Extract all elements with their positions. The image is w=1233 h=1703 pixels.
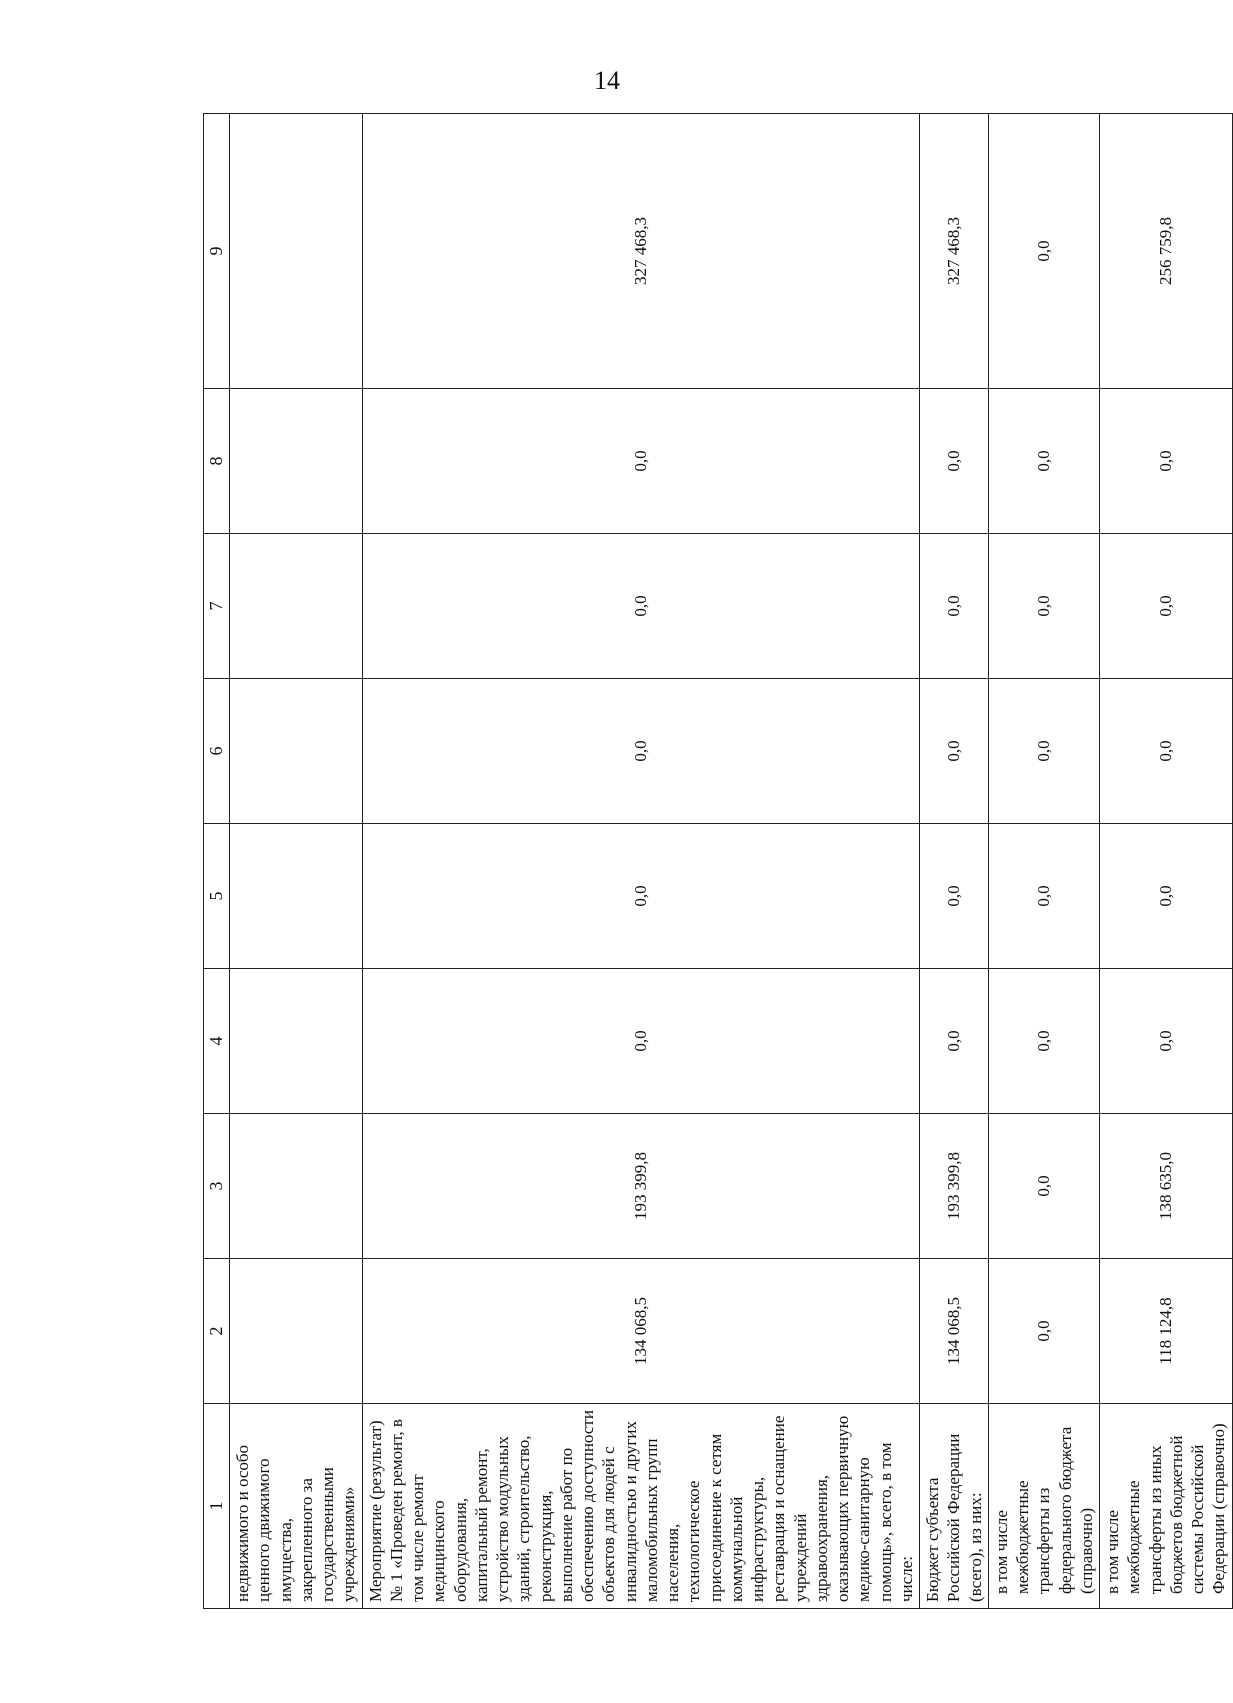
table-row: [920, 114, 989, 1609]
table-cell: [230, 389, 363, 534]
row-label: Бюджет субъекта Российской Федерации (всего), из них:: [920, 1404, 989, 1609]
table-cell: 0,0: [988, 1114, 1099, 1259]
column-header: 7: [204, 534, 230, 679]
header-row: [204, 114, 230, 1609]
table-cell: 0,0: [988, 679, 1099, 824]
table-cell: 118 124,8: [1100, 1259, 1233, 1404]
table-cell: 0,0: [362, 389, 920, 534]
table-row: [988, 114, 1099, 1609]
table-cell: 134 068,5: [920, 1259, 989, 1404]
table-cell: 0,0: [988, 969, 1099, 1114]
table-cell: [230, 679, 363, 824]
table-cell: 0,0: [988, 824, 1099, 969]
table-cell: 0,0: [362, 969, 920, 1114]
row-label: в том числе межбюджетные трансферты из федерального бюджета (справочно): [988, 1404, 1099, 1609]
row-label: Мероприятие (результат) № 1 «Проведен ремонт, в том числе ремонт медицинского оборудования, капитальный ремонт, устройство модульных зданий, строительство, реконструкция, выполнение работ по обеспечению доступности объектов для людей с инвалидностью и других маломобильных групп населения, технологическое присоединение к сетям коммунальной инфраструктуры, реставрация и оснащение учреждений здравоохранения, оказывающих первичную медико-санитарную помощь», всего, в том числе:: [362, 1404, 920, 1609]
table-cell: 327 468,3: [920, 114, 989, 389]
page-number: 14: [594, 66, 620, 95]
rotated-table-container: [203, 114, 1229, 1609]
table-cell: [230, 114, 363, 389]
table-cell: 0,0: [988, 1259, 1099, 1404]
table-cell: 0,0: [920, 969, 989, 1114]
row-label: недвижимого и особо ценного движимого имущества, закрепленного за государственными учреждениями»: [230, 1404, 363, 1609]
table-cell: [230, 824, 363, 969]
table-cell: 256 759,8: [1100, 114, 1233, 389]
column-header: 8: [204, 389, 230, 534]
budget-table: [203, 113, 1233, 1609]
column-header: 2: [204, 1259, 230, 1404]
table-cell: 0,0: [1100, 824, 1233, 969]
table-cell: 193 399,8: [362, 1114, 920, 1259]
table-row: [230, 114, 363, 1609]
table-cell: 0,0: [920, 824, 989, 969]
table-cell: 138 635,0: [1100, 1114, 1233, 1259]
table-cell: 0,0: [1100, 969, 1233, 1114]
table-cell: [230, 1114, 363, 1259]
table-cell: 0,0: [920, 389, 989, 534]
table-cell: 0,0: [1100, 534, 1233, 679]
table-cell: 0,0: [1100, 389, 1233, 534]
table-cell: 0,0: [362, 679, 920, 824]
table-cell: 0,0: [988, 114, 1099, 389]
column-header: 4: [204, 969, 230, 1114]
table-row: [362, 114, 920, 1609]
row-label: в том числе межбюджетные трансферты из иных бюджетов бюджетной системы Российской Федерации (справочно): [1100, 1404, 1233, 1609]
table-cell: [230, 969, 363, 1114]
column-header: 1: [204, 1404, 230, 1609]
table-cell: [230, 534, 363, 679]
table-cell: 0,0: [1100, 679, 1233, 824]
table-cell: 0,0: [988, 389, 1099, 534]
table-cell: 0,0: [920, 534, 989, 679]
column-header: 9: [204, 114, 230, 389]
table-cell: 134 068,5: [362, 1259, 920, 1404]
table-cell: 0,0: [362, 534, 920, 679]
table-row: [1100, 114, 1233, 1609]
table-cell: 327 468,3: [362, 114, 920, 389]
column-header: 5: [204, 824, 230, 969]
table-cell: 0,0: [988, 534, 1099, 679]
column-header: 3: [204, 1114, 230, 1259]
table-cell: 0,0: [362, 824, 920, 969]
table-cell: [230, 1259, 363, 1404]
column-header: 6: [204, 679, 230, 824]
table-cell: 193 399,8: [920, 1114, 989, 1259]
table-cell: 0,0: [920, 679, 989, 824]
